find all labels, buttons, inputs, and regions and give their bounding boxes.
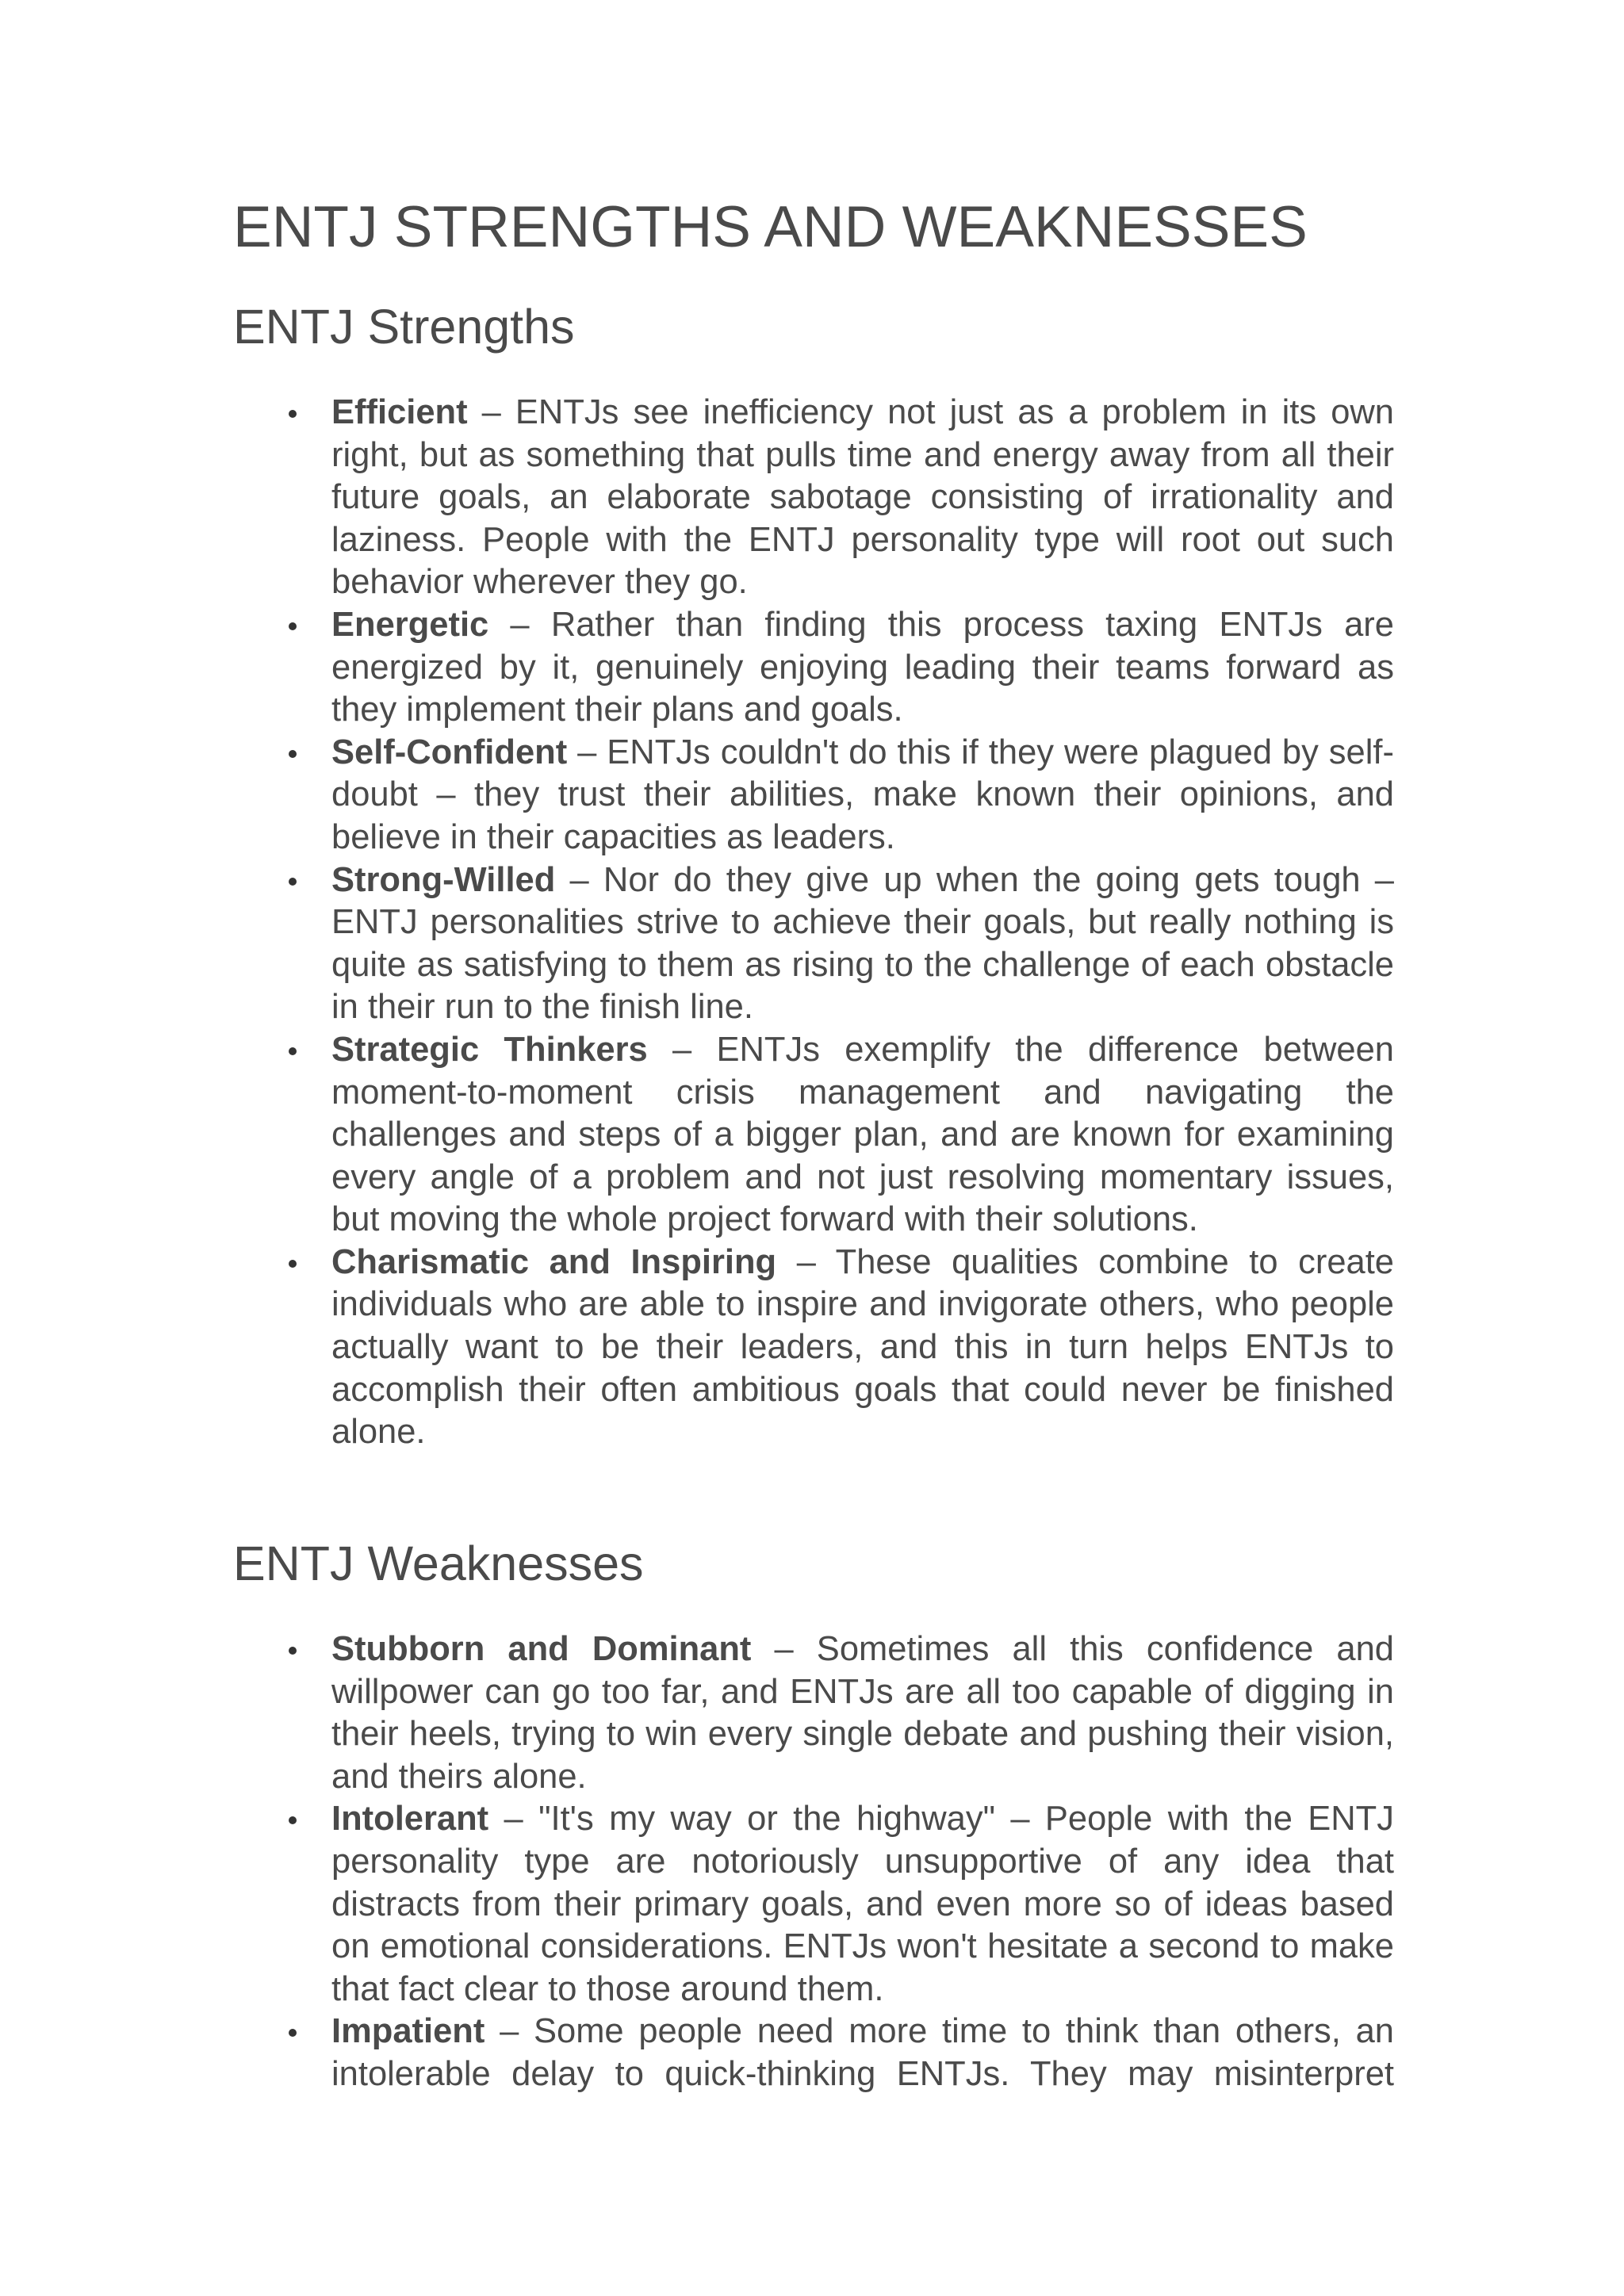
item-text: – Some people need more time to think than others, an intolerable delay to quick-thinking ENTJs. They may misinterpret [331,2012,1394,2093]
item-text: – Nor do they give up when the going gets tough – ENTJ personalities strive to achieve their goals, but really nothing is quite as satisfying to them as rising to the challenge of each obstacle in their run to the finish line. [331,860,1394,1027]
item-text: – ENTJs exemplify the difference between moment-to-moment crisis management and navigating the challenges and steps of a bigger plan, and are known for examining every angle of a problem and not just resolving momentary issues, but moving the whole project forward with their solutions. [331,1030,1394,1239]
document-title: ENTJ STRENGTHS AND WEAKNESSES [233,195,1308,259]
list-item [331,1798,1394,2011]
strengths-list [331,392,1394,1454]
list-item [331,1029,1394,1242]
item-text: – ENTJs see inefficiency not just as a problem in its own right, but as something that pulls time and energy away from all their future goals, an elaborate sabotage consisting of irrationality and laziness. People with the ENTJ personality type will root out such behavior wherever they go. [331,393,1394,602]
list-item [331,859,1394,1029]
list-item [331,1242,1394,1454]
item-term: Self-Confident [331,733,568,771]
weaknesses-list [331,1628,1394,2096]
item-text: – These qualities combine to create individuals who are able to inspire and invigorate others, who people actually want to be their leaders, and this in turn helps ENTJs to accomplish their often ambitious goals that could never be finished alone. [331,1242,1394,1452]
weaknesses-heading: ENTJ Weaknesses [233,1536,644,1590]
list-item [331,392,1394,604]
list-item [331,732,1394,859]
item-term: Strategic Thinkers [331,1030,648,1069]
item-text: – Rather than finding this process taxing ENTJs are energized by it, genuinely enjoying leading their teams forward as they implement their plans and goals. [331,605,1394,729]
item-term: Intolerant [331,1800,489,1839]
item-term: Efficient [331,393,468,431]
list-item [331,604,1394,732]
list-item [331,2011,1394,2095]
item-term: Energetic [331,605,489,644]
item-term: Stubborn and Dominant [331,1630,752,1668]
strengths-heading: ENTJ Strengths [233,300,575,354]
item-term: Impatient [331,2012,485,2051]
item-term: Strong-Willed [331,860,556,899]
item-text: – "It's my way or the highway" – People with the ENTJ personality type are notoriously unsupportive of any idea that distracts from their primary goals, and even more so of ideas based on emotional considerations. ENTJs won't hesitate a second to make that fact clear to those around them. [331,1800,1394,2008]
item-text: – ENTJs couldn't do this if they were plagued by self-doubt – they trust their abilities, make known their opinions, and believe in their capacities as leaders. [331,733,1394,856]
list-item [331,1628,1394,1798]
item-term: Charismatic and Inspiring [331,1242,777,1281]
item-text: – Sometimes all this confidence and willpower can go too far, and ENTJs are all too capable of digging in their heels, trying to win every single debate and pushing their vision, and theirs alone. [331,1630,1394,1796]
